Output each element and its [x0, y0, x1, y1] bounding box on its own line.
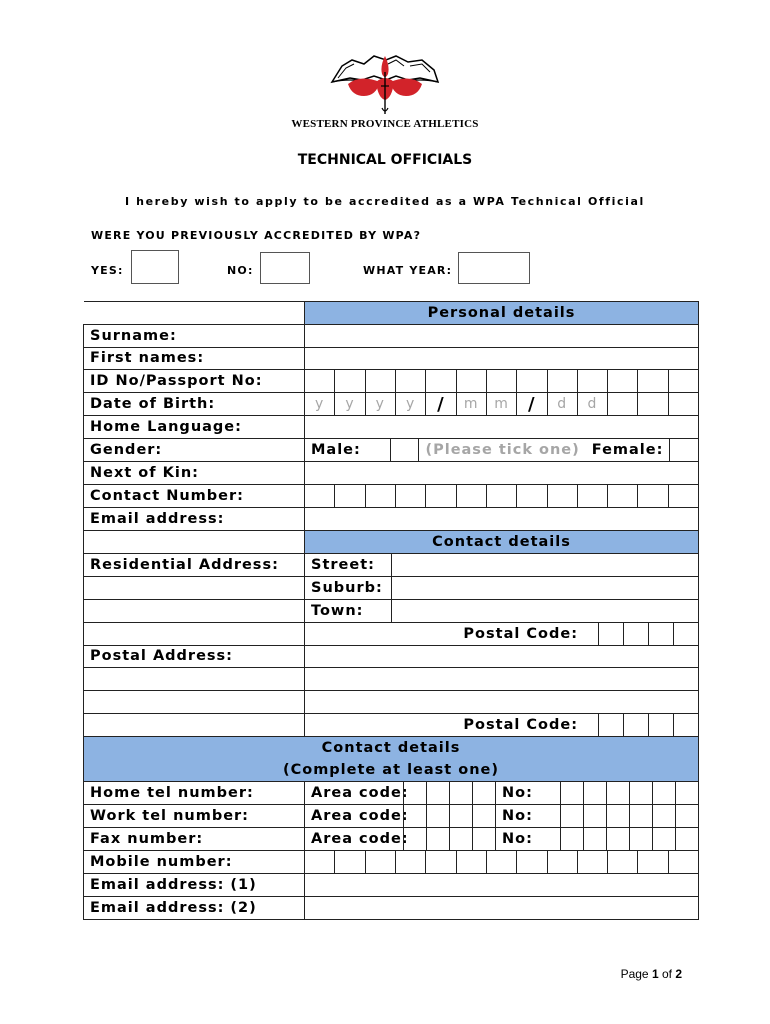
dob-cell[interactable] [608, 393, 638, 415]
postal-line-3[interactable] [84, 691, 305, 714]
suburb-label: Suburb: [311, 579, 383, 596]
email2-field[interactable] [305, 896, 699, 919]
residential-address-label: Residential Address: [84, 553, 305, 576]
area-code-label: Area code: [311, 784, 409, 801]
mobile-field[interactable] [305, 850, 699, 873]
intro-text: I hereby wish to apply to be accredited as a WPA Technical Official [125, 195, 645, 208]
residential-line-3[interactable] [84, 599, 305, 622]
dob-field[interactable] [305, 393, 699, 416]
postal-code-cell[interactable] [673, 623, 698, 645]
postal-line-4[interactable] [84, 713, 305, 736]
postal-address-label: Postal Address: [84, 645, 305, 668]
contact-number-field[interactable] [305, 484, 699, 507]
personal-details-header: Personal details [305, 302, 699, 325]
yes-label: YES: [91, 264, 124, 277]
dob-separator: / [517, 393, 547, 415]
area-code-label: Area code: [311, 807, 409, 824]
surname-label: Surname: [84, 324, 305, 347]
home-tel-label: Home tel number: [84, 781, 305, 804]
dob-separator: / [426, 393, 456, 415]
org-name: WESTERN PROVINCE ATHLETICS [291, 118, 479, 130]
fax-label: Fax number: [84, 827, 305, 850]
year-label: WHAT YEAR: [363, 264, 453, 277]
postal-line-2-field[interactable] [305, 668, 699, 691]
first-names-field[interactable] [305, 347, 699, 370]
dob-cell[interactable]: m [457, 393, 487, 415]
dob-cell[interactable]: d [578, 393, 608, 415]
contact-details-header: Contact details [305, 530, 699, 553]
no-checkbox[interactable] [260, 252, 310, 284]
suburb-field[interactable] [391, 577, 698, 599]
town-label: Town: [311, 602, 364, 619]
postal-code-cell[interactable] [598, 623, 623, 645]
gender-label: Gender: [84, 439, 305, 462]
postal-code-cell[interactable] [648, 623, 673, 645]
postal-line-3-field[interactable] [305, 691, 699, 714]
town-field[interactable] [391, 600, 698, 622]
area-code-label: Area code: [311, 830, 409, 847]
email1-field[interactable] [305, 873, 699, 896]
postal-code-label: Postal Code: [463, 625, 578, 642]
no-label: No: [495, 805, 560, 827]
home-language-field[interactable] [305, 416, 699, 439]
dob-cell[interactable]: y [305, 393, 335, 415]
postal-code-cell[interactable] [598, 714, 623, 736]
next-of-kin-label: Next of Kin: [84, 462, 305, 485]
female-checkbox[interactable] [669, 439, 698, 461]
contact-details-2-header: Contact details [321, 739, 461, 756]
street-field[interactable] [391, 554, 698, 576]
dob-cell[interactable]: m [487, 393, 517, 415]
postal-address-field[interactable] [305, 645, 699, 668]
yes-checkbox[interactable] [131, 250, 179, 284]
postal-line-2[interactable] [84, 668, 305, 691]
page-number: Page 1 of 2 [620, 967, 682, 981]
residential-line-2[interactable] [84, 576, 305, 599]
contact-details-2-subheader: (Complete at least one) [282, 761, 500, 778]
residential-line-4[interactable] [84, 622, 305, 645]
next-of-kin-field[interactable] [305, 462, 699, 485]
form-title: TECHNICAL OFFICIALS [297, 152, 473, 168]
dob-cell[interactable]: d [548, 393, 578, 415]
email1-label: Email address: (1) [84, 873, 305, 896]
work-tel-label: Work tel number: [84, 804, 305, 827]
email-field[interactable] [305, 507, 699, 530]
postal-code-cell[interactable] [623, 623, 648, 645]
year-input[interactable] [458, 252, 530, 284]
no-label: No: [495, 828, 560, 850]
postal-code-cell[interactable] [673, 714, 698, 736]
home-language-label: Home Language: [84, 416, 305, 439]
postal-code-cell[interactable] [648, 714, 673, 736]
dob-cell[interactable]: y [396, 393, 426, 415]
no-label: No: [495, 782, 560, 804]
contact-number-label: Contact Number: [84, 484, 305, 507]
email-label: Email address: [84, 507, 305, 530]
accreditation-question: WERE YOU PREVIOUSLY ACCREDITED BY WPA? [91, 229, 422, 242]
postal-code-cell[interactable] [623, 714, 648, 736]
male-checkbox[interactable] [390, 439, 419, 461]
no-label: NO: [227, 264, 254, 277]
wpa-logo [330, 52, 440, 118]
email2-label: Email address: (2) [84, 896, 305, 919]
dob-cell[interactable]: y [335, 393, 365, 415]
surname-field[interactable] [305, 324, 699, 347]
tick-hint: (Please tick one) [418, 439, 585, 461]
mobile-label: Mobile number: [84, 850, 305, 873]
female-label: Female: [591, 442, 664, 459]
id-no-field[interactable] [305, 370, 699, 393]
first-names-label: First names: [84, 347, 305, 370]
dob-label: Date of Birth: [84, 393, 305, 416]
postal-code-label: Postal Code: [463, 716, 578, 733]
id-no-label: ID No/Passport No: [84, 370, 305, 393]
street-label: Street: [311, 556, 375, 573]
male-label: Male: [311, 442, 361, 459]
dob-cell[interactable]: y [366, 393, 396, 415]
application-form-table [83, 301, 699, 920]
